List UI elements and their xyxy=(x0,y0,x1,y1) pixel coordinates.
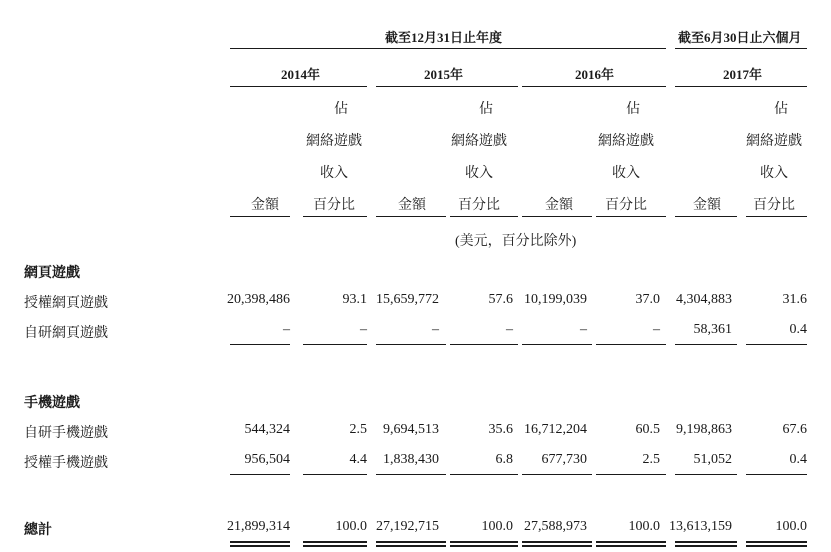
total-value: 100.0 xyxy=(335,519,367,534)
pct-header-line4: 百分比 xyxy=(605,198,647,213)
cell-value: 60.5 xyxy=(635,422,660,437)
column-rule xyxy=(746,216,807,217)
year-2016-header: 2016年 xyxy=(575,67,615,82)
total-double-rule xyxy=(230,541,290,547)
subtotal-rule xyxy=(596,344,666,345)
amount-header: 金額 xyxy=(251,198,279,213)
cell-value: 31.6 xyxy=(782,292,807,307)
section-title-mobile-games: 手機遊戲 xyxy=(24,396,80,411)
year-2016-rule xyxy=(522,86,666,87)
total-value: 27,192,715 xyxy=(376,519,439,534)
subtotal-rule xyxy=(746,474,807,475)
subtotal-rule xyxy=(303,474,367,475)
subtotal-rule xyxy=(303,344,367,345)
pct-header-line4: 百分比 xyxy=(313,198,355,213)
cell-value: 2.5 xyxy=(642,452,660,467)
cell-value: 37.0 xyxy=(635,292,660,307)
cell-value: 677,730 xyxy=(541,452,587,467)
subtotal-rule xyxy=(522,344,592,345)
amount-header: 金額 xyxy=(398,198,426,213)
cell-value: 544,324 xyxy=(244,422,290,437)
total-label: 總計 xyxy=(24,523,52,538)
total-value: 100.0 xyxy=(628,519,660,534)
row-label: 自研手機遊戲 xyxy=(24,426,108,441)
cell-value: 58,361 xyxy=(693,322,732,337)
amount-header: 金額 xyxy=(545,198,573,213)
cell-value: 956,504 xyxy=(244,452,290,467)
row-label: 自研網頁遊戲 xyxy=(24,326,108,341)
cell-value: 0.4 xyxy=(789,322,807,337)
cell-value: – xyxy=(432,322,439,337)
year-2014-header: 2014年 xyxy=(281,67,321,82)
subtotal-rule xyxy=(522,474,592,475)
cell-value: 16,712,204 xyxy=(524,422,587,437)
fiscal-year-group-rule xyxy=(230,48,666,49)
cell-value: – xyxy=(283,322,290,337)
total-double-rule xyxy=(376,541,446,547)
total-value: 100.0 xyxy=(775,519,807,534)
subtotal-rule xyxy=(450,344,518,345)
row-label: 授權手機遊戲 xyxy=(24,456,108,471)
total-value: 13,613,159 xyxy=(669,519,732,534)
cell-value: 9,694,513 xyxy=(383,422,439,437)
cell-value: – xyxy=(580,322,587,337)
cell-value: 15,659,772 xyxy=(376,292,439,307)
subtotal-rule xyxy=(450,474,518,475)
pct-header-line2: 網絡遊戲 xyxy=(451,134,507,149)
subtotal-rule xyxy=(675,344,737,345)
cell-value: – xyxy=(506,322,513,337)
column-rule xyxy=(675,216,737,217)
pct-header-line3: 收入 xyxy=(612,166,640,181)
pct-header-line1: 佔 xyxy=(334,102,348,117)
pct-header-line2: 網絡遊戲 xyxy=(598,134,654,149)
column-rule xyxy=(230,216,290,217)
year-2015-rule xyxy=(376,86,518,87)
cell-value: 35.6 xyxy=(488,422,513,437)
subtotal-rule xyxy=(596,474,666,475)
cell-value: 57.6 xyxy=(488,292,513,307)
year-2014-rule xyxy=(230,86,367,87)
pct-header-line1: 佔 xyxy=(774,102,788,117)
total-value: 27,588,973 xyxy=(524,519,587,534)
six-month-group-header: 截至6月30日止六個月 xyxy=(678,30,802,45)
six-month-group-rule xyxy=(675,48,807,49)
subtotal-rule xyxy=(230,344,290,345)
subtotal-rule xyxy=(376,474,446,475)
total-double-rule xyxy=(303,541,367,547)
total-double-rule xyxy=(450,541,518,547)
section-title-web-games: 網頁遊戲 xyxy=(24,266,80,281)
total-double-rule xyxy=(522,541,592,547)
cell-value: 51,052 xyxy=(693,452,732,467)
cell-value: – xyxy=(653,322,660,337)
column-rule xyxy=(450,216,518,217)
total-value: 21,899,314 xyxy=(227,519,290,534)
amount-header: 金額 xyxy=(693,198,721,213)
subtotal-rule xyxy=(376,344,446,345)
subtotal-rule xyxy=(746,344,807,345)
fiscal-year-group-header: 截至12月31日止年度 xyxy=(385,30,503,45)
column-rule xyxy=(376,216,446,217)
pct-header-line3: 收入 xyxy=(320,166,348,181)
subtotal-rule xyxy=(675,474,737,475)
cell-value: 10,199,039 xyxy=(524,292,587,307)
cell-value: 2.5 xyxy=(349,422,367,437)
cell-value: 9,198,863 xyxy=(676,422,732,437)
column-rule xyxy=(522,216,592,217)
pct-header-line1: 佔 xyxy=(626,102,640,117)
cell-value: 0.4 xyxy=(789,452,807,467)
pct-header-line3: 收入 xyxy=(465,166,493,181)
cell-value: 93.1 xyxy=(342,292,367,307)
cell-value: – xyxy=(360,322,367,337)
cell-value: 67.6 xyxy=(782,422,807,437)
pct-header-line3: 收入 xyxy=(760,166,788,181)
year-2017-header: 2017年 xyxy=(723,67,763,82)
cell-value: 20,398,486 xyxy=(227,292,290,307)
pct-header-line2: 網絡遊戲 xyxy=(746,134,802,149)
pct-header-line1: 佔 xyxy=(479,102,493,117)
total-double-rule xyxy=(596,541,666,547)
cell-value: 6.8 xyxy=(495,452,513,467)
year-2017-rule xyxy=(675,86,807,87)
cell-value: 4.4 xyxy=(349,452,367,467)
year-2015-header: 2015年 xyxy=(424,67,464,82)
pct-header-line2: 網絡遊戲 xyxy=(306,134,362,149)
column-rule xyxy=(596,216,666,217)
cell-value: 1,838,430 xyxy=(383,452,439,467)
pct-header-line4: 百分比 xyxy=(753,198,795,213)
total-value: 100.0 xyxy=(481,519,513,534)
total-double-rule xyxy=(675,541,737,547)
total-double-rule xyxy=(746,541,807,547)
unit-note: (美元，百分比除外) xyxy=(455,234,577,249)
column-rule xyxy=(303,216,367,217)
subtotal-rule xyxy=(230,474,290,475)
pct-header-line4: 百分比 xyxy=(458,198,500,213)
row-label: 授權網頁遊戲 xyxy=(24,296,108,311)
cell-value: 4,304,883 xyxy=(676,292,732,307)
